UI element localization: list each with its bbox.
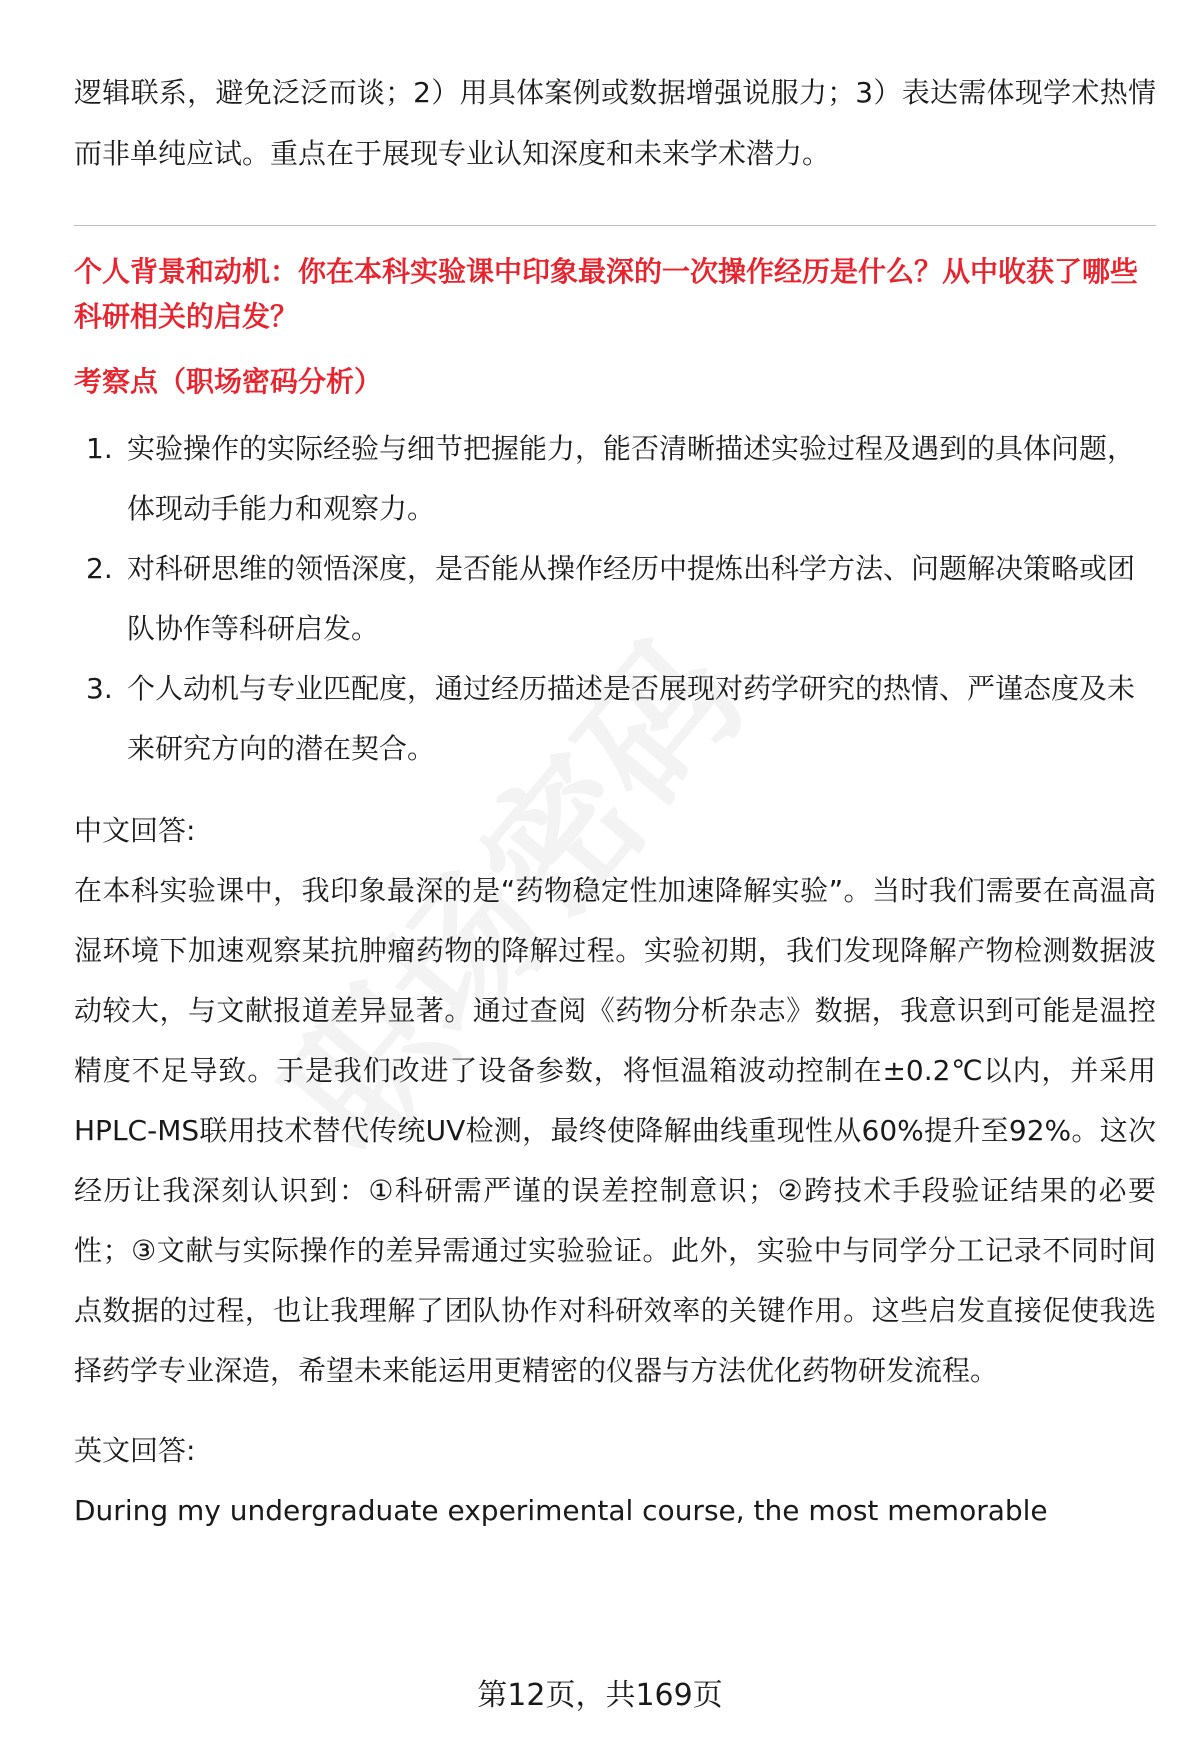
point-text: 对科研思维的领悟深度，是否能从操作经历中提炼出科学方法、问题解决策略或团队协作等科研启发。: [127, 552, 1136, 645]
english-answer-label: 英文回答:: [74, 1434, 196, 1467]
points-list: [74, 419, 1156, 779]
point-number: 3.: [86, 672, 113, 705]
document-page: [74, 62, 1156, 1541]
point-item: [74, 419, 1156, 539]
point-number: 1.: [86, 432, 113, 465]
chinese-answer-label: 中文回答:: [74, 814, 196, 847]
point-item: [74, 659, 1156, 779]
section-divider: [74, 225, 1156, 226]
points-heading: 考察点（职场密码分析）: [74, 365, 383, 398]
english-answer-text: During my undergraduate experimental course, the most memorable: [74, 1494, 1048, 1527]
point-number: 2.: [86, 552, 113, 585]
chinese-answer-text: 在本科实验课中，我印象最深的是“药物稳定性加速降解实验”。当时我们需要在高温高湿环境下加速观察某抗肿瘤药物的降解过程。实验初期，我们发现降解产物检测数据波动较大，与文献报道差异显著。通过查阅《药物分析杂志》数据，我意识到可能是温控精度不足导致。于是我们改进了设备参数，将恒温箱波动控制在±0.2℃以内，并采用HPLC-MS联用技术替代传统UV检测，最终使降解曲线重现性从60%提升至92%。这次经历让我深刻认识到：①科研需严谨的误差控制意识；②跨技术手段验证结果的必要性；③文献与实际操作的差异需通过实验验证。此外，实验中与同学分工记录不同时间点数据的过程，也让我理解了团队协作对科研效率的关键作用。这些启发直接促使我选择药学专业深造，希望未来能运用更精密的仪器与方法优化药物研发流程。: [74, 874, 1156, 1387]
page-footer: 第12页，共169页: [477, 1678, 723, 1713]
point-text: 个人动机与专业匹配度，通过经历描述是否展现对药学研究的热情、严谨态度及未来研究方向的潜在契合。: [127, 672, 1136, 765]
point-item: [74, 539, 1156, 659]
question-title: 个人背景和动机：你在本科实验课中印象最深的一次操作经历是什么？从中收获了哪些科研相关的启发？: [74, 255, 1139, 333]
point-text: 实验操作的实际经验与细节把握能力，能否清晰描述实验过程及遇到的具体问题，体现动手能力和观察力。: [127, 432, 1136, 525]
intro-tail-paragraph: 逻辑联系，避免泛泛而谈；2）用具体案例或数据增强说服力；3）表达需体现学术热情而非单纯应试。重点在于展现专业认知深度和未来学术潜力。: [74, 76, 1156, 170]
